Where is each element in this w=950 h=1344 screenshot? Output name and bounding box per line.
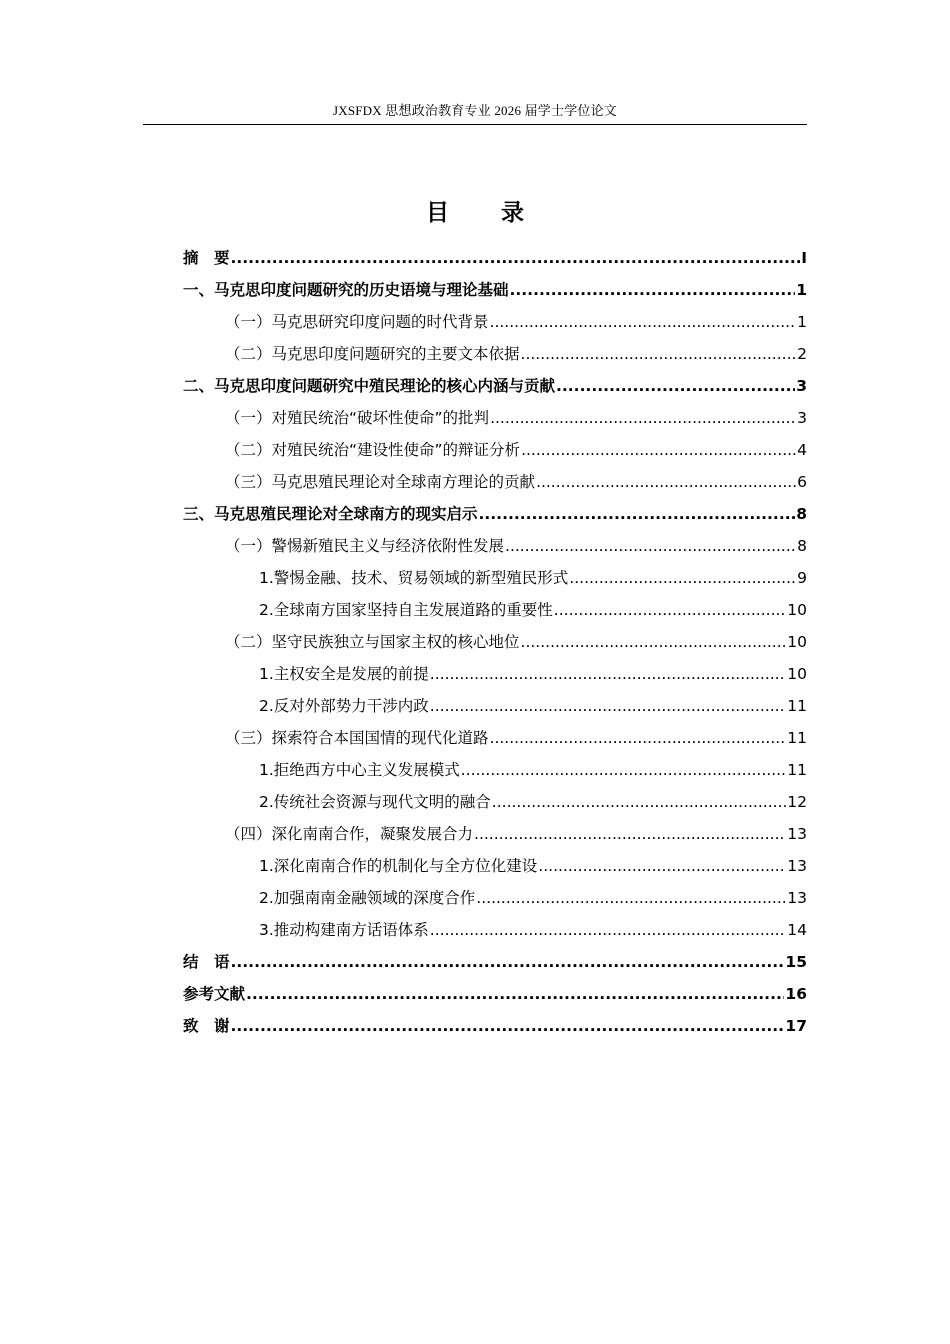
toc-title: 目 录	[425, 200, 546, 226]
toc-entry-label: （二）马克思印度问题研究的主要文本依据	[225, 345, 520, 363]
toc-entry-page: 10	[787, 665, 807, 683]
toc-entry-label: （三）探索符合本国国情的现代化道路	[225, 729, 489, 747]
dot-leader	[505, 535, 796, 557]
toc-entry-subsection-3-1-1[interactable]	[259, 563, 807, 589]
toc-entry-page: 8	[797, 537, 807, 555]
toc-entry-subsection-3-4-1[interactable]	[259, 851, 807, 877]
toc-entry-abstract[interactable]	[183, 243, 807, 269]
toc-entry-page: 8	[796, 505, 807, 523]
toc-entry-section-3-1[interactable]	[225, 531, 807, 557]
toc-entry-label: 致 谢	[183, 1017, 230, 1035]
toc-entry-label: 1.拒绝西方中心主义发展模式	[259, 761, 460, 779]
toc-entry-section-1-1[interactable]	[225, 307, 807, 333]
toc-entry-section-3-3[interactable]	[225, 723, 807, 749]
dot-leader	[479, 503, 796, 525]
toc-entry-label: （三）马克思殖民理论对全球南方理论的贡献	[225, 473, 536, 491]
toc-entry-page: 17	[785, 1017, 807, 1035]
dot-leader	[430, 695, 786, 717]
toc-entry-page: 16	[785, 985, 807, 1003]
toc-entry-label: 参考文献	[183, 985, 246, 1003]
dot-leader	[536, 471, 796, 493]
toc-entry-page: 2	[797, 345, 807, 363]
toc-entry-chapter-1[interactable]	[183, 275, 807, 301]
toc-entry-label: 2.传统社会资源与现代文明的融合	[259, 793, 491, 811]
toc-entry-chapter-3[interactable]	[183, 499, 807, 525]
dot-leader	[492, 791, 786, 813]
toc-entry-page: 11	[787, 761, 807, 779]
toc-entry-page: 1	[797, 313, 807, 331]
dot-leader	[461, 759, 786, 781]
toc-entry-page: 15	[785, 953, 807, 971]
dot-leader	[231, 247, 801, 269]
dot-leader	[430, 919, 786, 941]
toc-entry-references[interactable]	[183, 979, 807, 1005]
toc-entry-label: 1.警惕金融、技术、贸易领域的新型殖民形式	[259, 569, 569, 587]
dot-leader	[521, 343, 797, 365]
dot-leader	[521, 631, 787, 653]
toc-entry-page: 9	[797, 569, 807, 587]
toc-entry-label: 一、马克思印度问题研究的历史语境与理论基础	[183, 281, 509, 299]
toc-entry-chapter-2[interactable]	[183, 371, 807, 397]
toc-entry-label: 2.加强南南金融领域的深度合作	[259, 889, 476, 907]
toc-entry-label: 三、马克思殖民理论对全球南方的现实启示	[183, 505, 478, 523]
header-rule	[143, 124, 807, 125]
toc-entry-label: （二）坚守民族独立与国家主权的核心地位	[225, 633, 520, 651]
toc-entry-section-3-4[interactable]	[225, 819, 807, 845]
toc-entry-section-2-1[interactable]	[225, 403, 807, 429]
toc-entry-page: 4	[797, 441, 807, 459]
toc-entry-label: 2.反对外部势力干涉内政	[259, 697, 429, 715]
toc-entry-page: 3	[797, 409, 807, 427]
toc-entry-subsection-3-3-1[interactable]	[259, 755, 807, 781]
dot-leader	[430, 663, 786, 685]
toc-entry-label: 2.全球南方国家坚持自主发展道路的重要性	[259, 601, 553, 619]
toc-entry-subsection-3-1-2[interactable]	[259, 595, 807, 621]
page-header: JXSFDX 思想政治教育专业 2026 届学士学位论文	[332, 103, 618, 118]
dot-leader	[474, 823, 786, 845]
toc-entry-page: 10	[787, 601, 807, 619]
toc-entry-subsection-3-2-2[interactable]	[259, 691, 807, 717]
toc-entry-label: 结 语	[183, 953, 230, 971]
toc-entry-page: 1	[796, 281, 807, 299]
dot-leader	[490, 407, 796, 429]
dot-leader	[556, 375, 795, 397]
toc-entry-label: 3.推动构建南方话语体系	[259, 921, 429, 939]
toc-entry-section-1-2[interactable]	[225, 339, 807, 365]
toc-entry-page: 6	[797, 473, 807, 491]
toc-entry-conclusion[interactable]	[183, 947, 807, 973]
dot-leader	[490, 311, 797, 333]
toc-entry-section-2-3[interactable]	[225, 467, 807, 493]
dot-leader	[476, 887, 786, 909]
toc-entry-subsection-3-3-2[interactable]	[259, 787, 807, 813]
toc-entry-label: 二、马克思印度问题研究中殖民理论的核心内涵与贡献	[183, 377, 556, 395]
toc-entry-subsection-3-4-3[interactable]	[259, 915, 807, 941]
toc-entry-page: 11	[787, 697, 807, 715]
toc-entry-page: 13	[787, 825, 807, 843]
dot-leader	[554, 599, 786, 621]
toc-entry-page: 12	[787, 793, 807, 811]
dot-leader	[538, 855, 786, 877]
dot-leader	[246, 983, 784, 1005]
toc-entry-section-3-2[interactable]	[225, 627, 807, 653]
dot-leader	[231, 1015, 785, 1037]
toc-entry-label: 摘 要	[183, 249, 230, 267]
toc-entry-subsection-3-4-2[interactable]	[259, 883, 807, 909]
toc-entry-page: 10	[787, 633, 807, 651]
toc-entry-page: 13	[787, 889, 807, 907]
toc-entry-label: （一）警惕新殖民主义与经济依附性发展	[225, 537, 505, 555]
toc-entry-label: （一）马克思研究印度问题的时代背景	[225, 313, 489, 331]
toc-entry-section-2-2[interactable]	[225, 435, 807, 461]
toc-entry-page: 13	[787, 857, 807, 875]
toc-entry-label: （四）深化南南合作，凝聚发展合力	[225, 825, 474, 843]
toc-entry-page: 3	[796, 377, 807, 395]
toc-entry-label: 1.主权安全是发展的前提	[259, 665, 429, 683]
toc-entry-page: I	[801, 249, 807, 267]
toc-entry-page: 14	[787, 921, 807, 939]
toc-entry-page: 11	[787, 729, 807, 747]
dot-leader	[231, 951, 785, 973]
toc-entry-label: （二）对殖民统治“建设性使命”的辩证分析	[225, 441, 521, 459]
dot-leader	[490, 727, 787, 749]
toc-entry-acknowledgements[interactable]	[183, 1011, 807, 1037]
toc-entry-subsection-3-2-1[interactable]	[259, 659, 807, 685]
dot-leader	[521, 439, 796, 461]
toc-entry-label: （一）对殖民统治“破坏性使命”的批判	[225, 409, 490, 427]
toc-entry-label: 1.深化南南合作的机制化与全方位化建设	[259, 857, 538, 875]
dot-leader	[510, 279, 796, 301]
dot-leader	[569, 567, 796, 589]
